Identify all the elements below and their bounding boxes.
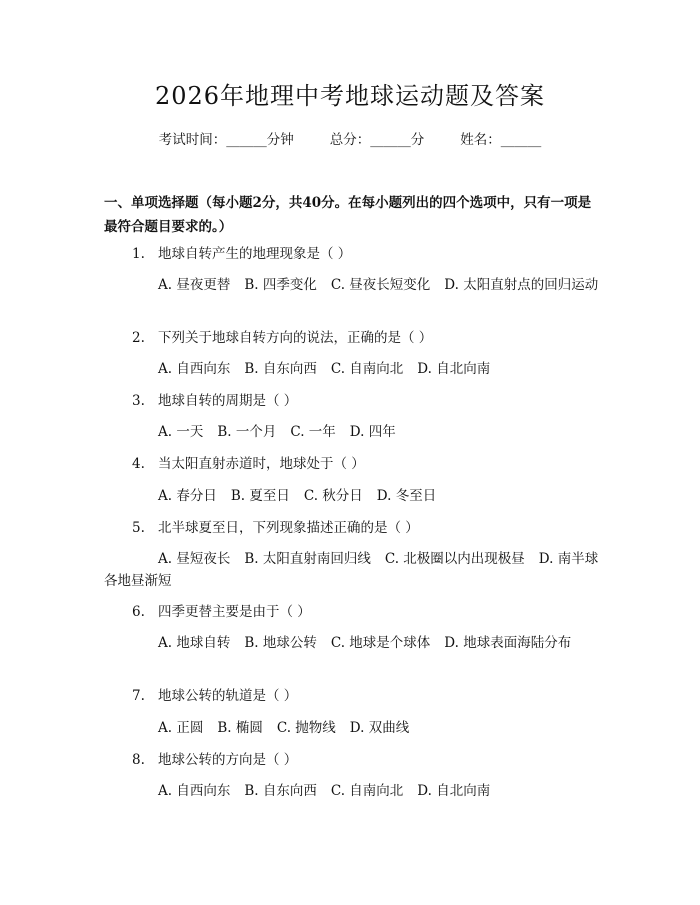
option-d: D. 双曲线 (349, 720, 410, 736)
question-text: 下列关于地球自转方向的说法，正确的是（ ） (158, 330, 433, 346)
option-d: D. 四年 (349, 424, 396, 440)
question (132, 453, 365, 475)
question (132, 243, 351, 265)
option-b: B. 地球公转 (244, 635, 317, 651)
question-options (104, 632, 604, 654)
option-c: C. 北极圈以内出现极昼 (384, 551, 525, 567)
option-b: B. 一个月 (217, 424, 277, 440)
score-label: 总分：______分 (329, 132, 425, 148)
question-text: 地球公转的方向是（ ） (158, 752, 298, 768)
question-text: 四季更替主要是由于（ ） (158, 604, 311, 620)
option-c: C. 自南向北 (330, 783, 404, 799)
question-options (104, 548, 604, 592)
question-number: 5. (132, 520, 145, 536)
question-options (104, 358, 604, 380)
option-a: A. 春分日 (158, 488, 217, 504)
option-a: A. 一天 (158, 424, 204, 440)
question (132, 601, 311, 623)
page-title: 2026年地理中考地球运动题及答案 (154, 82, 546, 110)
option-a: A. 地球自转 (158, 635, 231, 651)
option-a: A. 正圆 (158, 720, 204, 736)
question (132, 685, 297, 707)
question-text: 地球自转产生的地理现象是（ ） (158, 246, 352, 262)
option-c: C. 一年 (290, 424, 336, 440)
option-a: A. 自西向东 (158, 783, 231, 799)
option-c: C. 抛物线 (276, 720, 336, 736)
time-label: 考试时间：______分钟 (158, 132, 294, 148)
question-options (104, 274, 604, 296)
question-number: 4. (132, 456, 145, 472)
option-d: D. 地球表面海陆分布 (444, 635, 572, 651)
option-b: B. 夏至日 (230, 488, 290, 504)
question-text: 北半球夏至日，下列现象描述正确的是（ ） (158, 520, 419, 536)
question-options (104, 485, 604, 507)
question-text: 地球自转的周期是（ ） (158, 393, 298, 409)
option-c: C. 自南向北 (330, 361, 404, 377)
option-a: A. 昼短夜长 (158, 551, 231, 567)
question (132, 749, 297, 771)
question-number: 3. (132, 393, 145, 409)
question-options (104, 421, 604, 443)
question-number: 2. (132, 330, 145, 346)
option-a: A. 昼夜更替 (158, 277, 231, 293)
question-number: 7. (132, 688, 145, 704)
option-a: A. 自西向东 (158, 361, 231, 377)
question-number: 8. (132, 752, 145, 768)
name-label: 姓名：______ (460, 132, 542, 148)
option-d: D. 自北向南 (417, 783, 491, 799)
question-text: 当太阳直射赤道时，地球处于（ ） (158, 456, 365, 472)
option-d: D. 冬至日 (376, 488, 437, 504)
option-c: C. 昼夜长短变化 (330, 277, 431, 293)
option-b: B. 太阳直射南回归线 (244, 551, 371, 567)
option-b: B. 四季变化 (244, 277, 317, 293)
question (132, 517, 419, 539)
question-number: 1. (132, 246, 145, 262)
option-d: D. 自北向南 (417, 361, 491, 377)
question-number: 6. (132, 604, 145, 620)
exam-meta (0, 130, 700, 150)
option-c: C. 地球是个球体 (330, 635, 431, 651)
question-text: 地球公转的轨道是（ ） (158, 688, 298, 704)
question-options (104, 780, 604, 802)
option-d: D. 太阳直射点的回归运动 (444, 277, 599, 293)
question (132, 327, 432, 349)
question-options (104, 717, 604, 739)
option-c: C. 秋分日 (303, 488, 363, 504)
question (132, 390, 297, 412)
option-d: D. 南半球各地昼渐短 (104, 551, 599, 589)
option-b: B. 自东向西 (244, 361, 317, 377)
option-b: B. 椭圆 (217, 720, 263, 736)
section-heading: 一、单项选择题（每小题2分，共40分。在每小题列出的四个选项中，只有一项是最符合题目要求的。） (104, 195, 592, 235)
option-b: B. 自东向西 (244, 783, 317, 799)
